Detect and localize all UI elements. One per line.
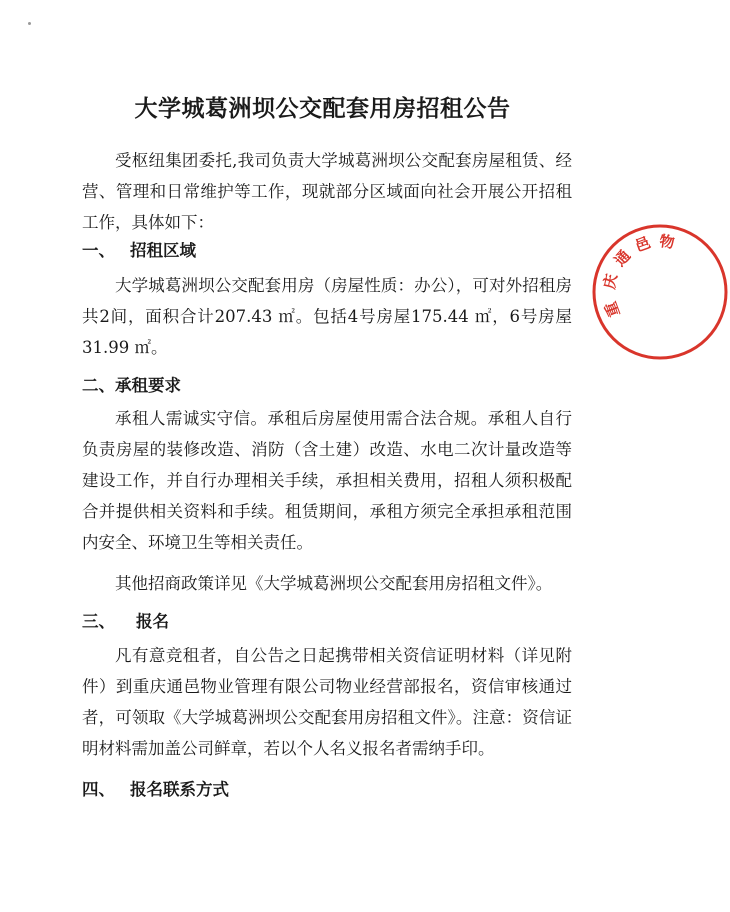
section-2-paragraph-2: 其他招商政策详见《大学城葛洲坝公交配套用房招租文件》。 [115, 574, 553, 593]
section-label: 报名联系方式 [130, 780, 229, 799]
section-heading-2 [82, 374, 181, 398]
seal-character: 通 [610, 246, 635, 270]
intro-paragraph: 受枢纽集团委托,我司负责大学城葛洲坝公交配套房屋租赁、经营、管理和日常维护等工作，现就部分区域面向社会开展公开招租工作，具体如下： [82, 151, 572, 232]
section-heading-1 [82, 239, 196, 263]
section-number: 二、 [82, 376, 115, 395]
section-3-paragraph-1: 凡有意竞租者，自公告之日起携带相关资信证明材料（详见附件）到重庆通邑物业管理有限公司物业经营部报名，资信审核通过者，可领取《大学城葛洲坝公交配套用房招租文件》。注意：资信证明材料需加盖公司鲜章，若以个人名义报名者需纳手印。 [82, 646, 572, 758]
seal-character: 重 [601, 299, 624, 320]
document-title: 大学城葛洲坝公交配套用房招租公告 [134, 95, 511, 122]
company-seal [590, 222, 676, 362]
section-number: 一、 [82, 241, 115, 260]
section-number: 三、 [82, 612, 115, 631]
section-label: 报名 [136, 612, 169, 631]
section-label: 招租区域 [130, 241, 196, 260]
seal-character: 邑 [632, 233, 653, 256]
section-1-paragraph-1: 大学城葛洲坝公交配套用房（房屋性质：办公），可对外招租房共2间，面积合计207.43 ㎡。包括4号房屋175.44 ㎡，6号房屋31.99 ㎡。 [82, 276, 572, 357]
section-heading-4 [82, 778, 229, 802]
section-label: 承租要求 [115, 376, 181, 395]
section-number: 四、 [82, 780, 115, 799]
section-heading-3 [82, 610, 169, 634]
section-2-paragraph-1: 承租人需诚实守信。承租后房屋使用需合法合规。承租人自行负责房屋的装修改造、消防（含土建）改造、水电二次计量改造等建设工作，并自行办理相关手续，承担相关费用，招租人须积极配合并提供相关资料和手续。租赁期间，承租方须完全承担承租范围内安全、环境卫生等相关责任。 [82, 409, 572, 552]
seal-stamp-icon [590, 222, 730, 362]
seal-character: 庆 [600, 272, 621, 291]
scan-speck [28, 22, 31, 25]
seal-character: 物 [658, 232, 676, 252]
